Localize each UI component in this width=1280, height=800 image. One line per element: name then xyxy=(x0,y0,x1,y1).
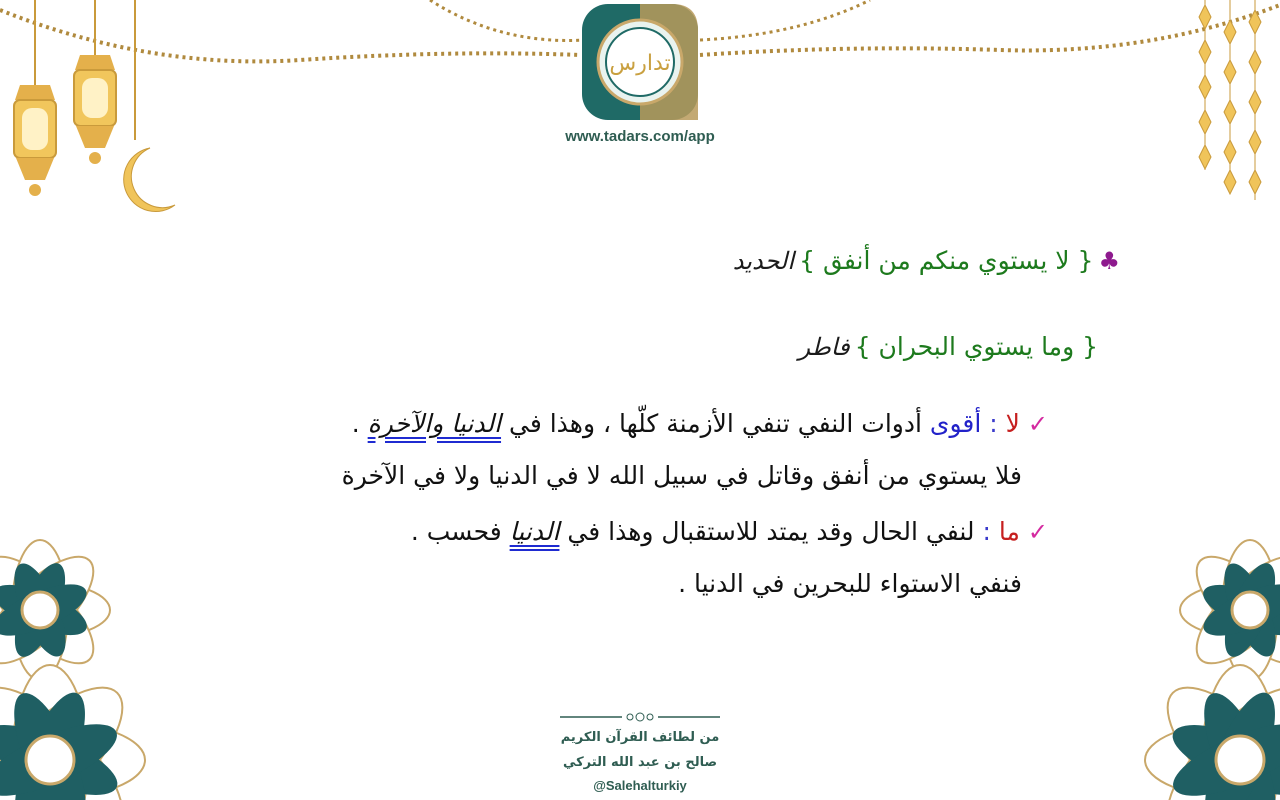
surah-name: فاطر xyxy=(798,333,850,361)
app-url[interactable]: www.tadars.com/app xyxy=(565,128,715,145)
check-icon: ✓ xyxy=(1027,410,1048,438)
check-icon: ✓ xyxy=(1027,518,1048,546)
verse-text: { لا يستوي منكم من أنفق } xyxy=(799,246,1094,275)
footer-handle[interactable]: @Salehalturkiy xyxy=(593,778,687,793)
underlined-phrase: الدنيا والآخرة xyxy=(367,409,502,438)
colon: : xyxy=(989,409,998,438)
verse-line-hadid xyxy=(733,246,1120,275)
footer-divider xyxy=(560,710,720,724)
lanterns-decoration xyxy=(0,0,190,220)
footer-title: من لطائف القرآن الكريم xyxy=(560,730,720,745)
floral-ornament-left xyxy=(0,520,200,800)
point-text-end: فحسب . xyxy=(410,517,510,546)
colon: : xyxy=(982,517,991,546)
app-logo xyxy=(578,0,702,124)
surah-name: الحديد xyxy=(732,247,795,275)
logo-text: تدارس xyxy=(609,51,671,76)
verse-line-fatir xyxy=(798,332,1098,361)
point-la xyxy=(352,408,1048,441)
footer-author: صالح بن عبد الله التركي xyxy=(562,755,718,770)
clubs-bullet-icon: ♣ xyxy=(1098,247,1120,275)
point-ma-continuation: فنفي الاستواء للبحرين في الدنيا . xyxy=(678,569,1022,598)
verse-text: { وما يستوي البحران } xyxy=(854,332,1098,361)
term-la: لا xyxy=(1005,409,1020,438)
point-la-continuation: فلا يستوي من أنفق وقاتل في سبيل الله لا في الدنيا ولا في الآخرة xyxy=(341,461,1022,490)
point-ma xyxy=(411,516,1048,549)
point-text: لنفي الحال وقد يمتد للاستقبال وهذا في xyxy=(559,517,983,546)
point-text-end: . xyxy=(351,409,368,438)
term-ma: ما xyxy=(998,517,1020,546)
floral-ornament-right xyxy=(1090,520,1280,800)
highlight-word: أقوى xyxy=(929,409,982,438)
point-text: أدوات النفي تنفي الأزمنة كلّها ، وهذا في xyxy=(501,409,930,438)
underlined-phrase: الدنيا xyxy=(509,517,560,546)
diamond-chains-decoration xyxy=(1190,0,1280,210)
